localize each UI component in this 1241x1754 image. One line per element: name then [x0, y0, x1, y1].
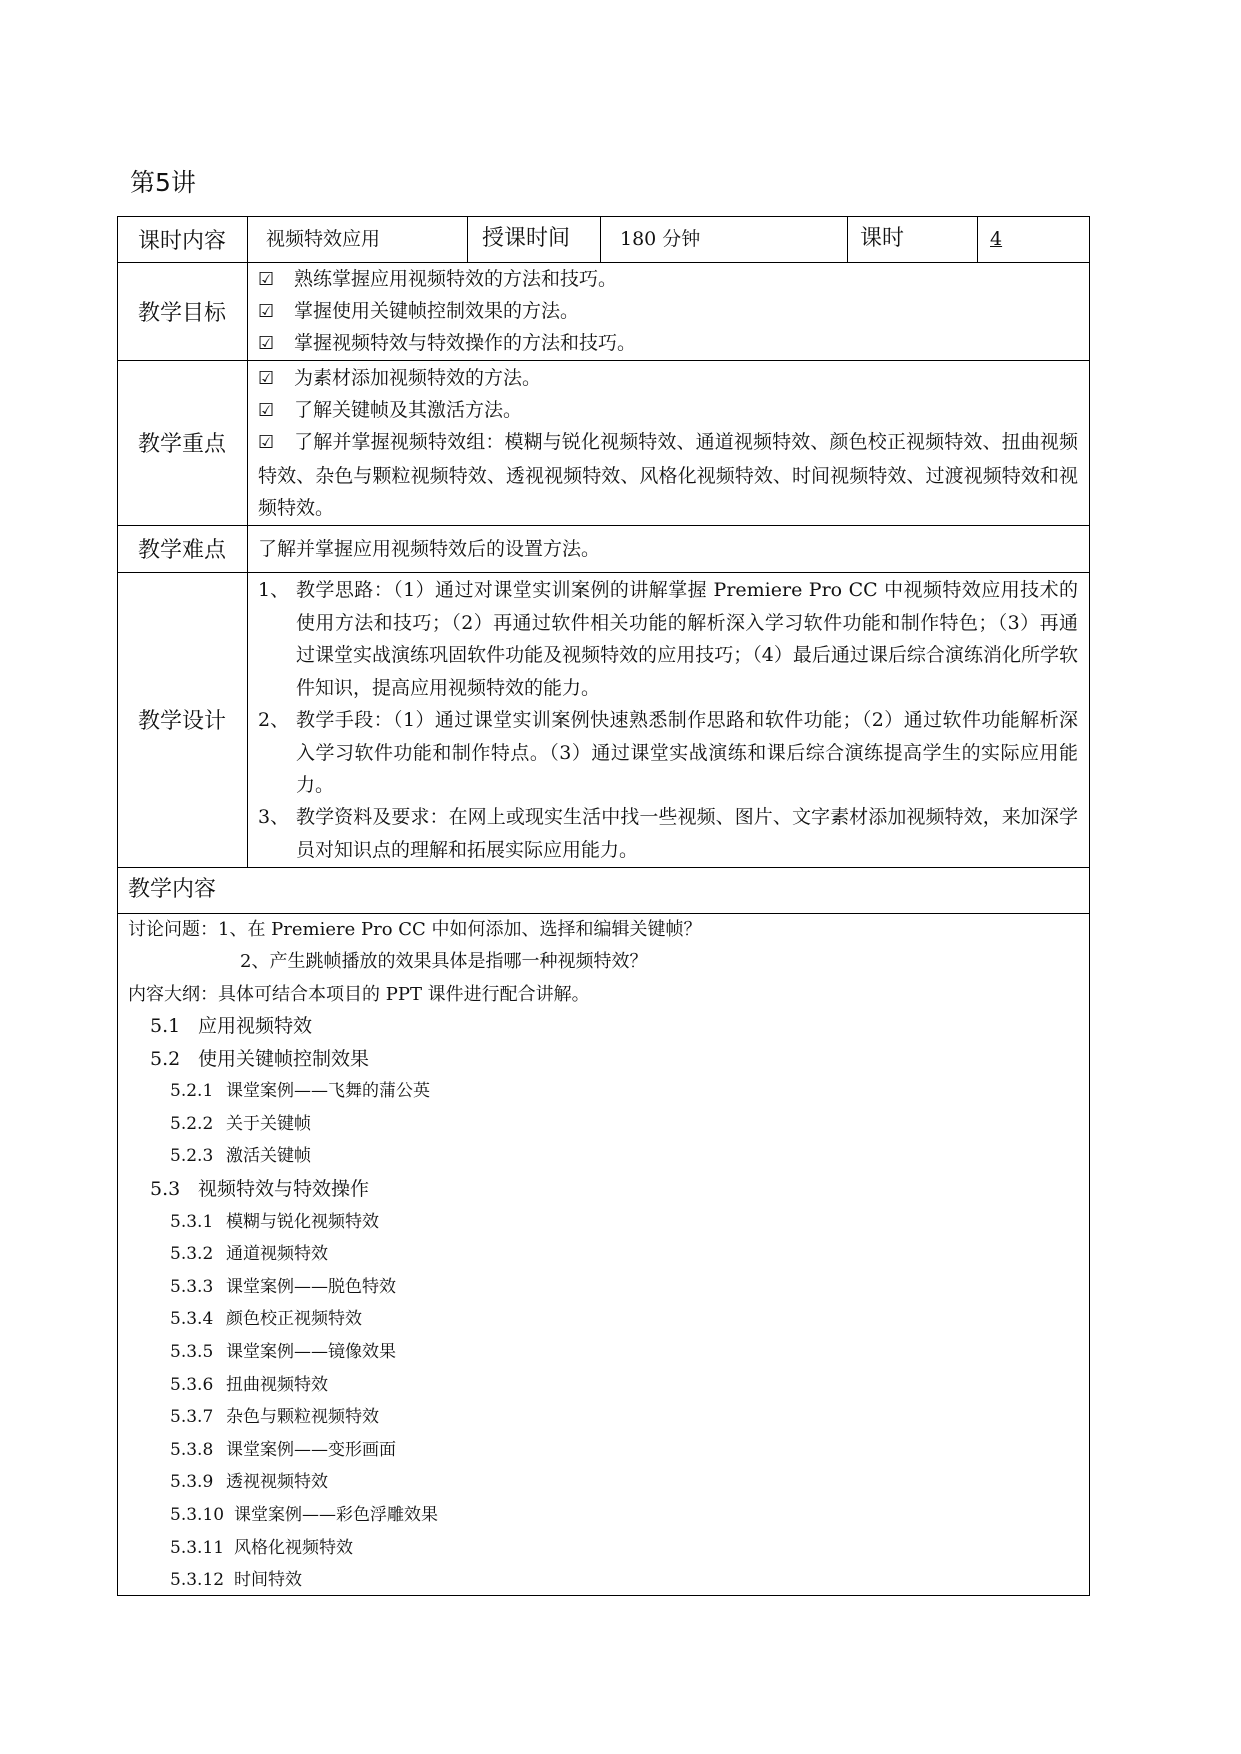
outline-text: 视频特效与特效操作	[198, 1178, 370, 1200]
class-hours-value: 4	[990, 228, 1003, 250]
outline-item	[170, 1467, 328, 1497]
outline-number: 5.2	[150, 1047, 181, 1070]
checked-box-icon: ☑	[258, 432, 275, 453]
difficulty-text: 了解并掌握应用视频特效后的设置方法。	[258, 538, 601, 560]
content-label: 教学内容	[128, 877, 217, 902]
outline-number: 5.3.8	[170, 1439, 214, 1460]
checked-box-icon: ☑	[258, 400, 275, 421]
outline-number: 5.3	[150, 1178, 181, 1200]
outline-number: 5.3.10	[170, 1505, 225, 1525]
keypoints-label: 教学重点	[137, 432, 226, 457]
outline-number: 5.3.4	[170, 1309, 214, 1330]
design-label: 教学设计	[137, 709, 226, 734]
checked-box-icon: ☑	[258, 333, 275, 354]
outline-item	[170, 1076, 430, 1106]
outline-item	[170, 1337, 396, 1367]
course-content-value: 视频特效应用	[266, 228, 381, 250]
outline-number: 5.3.7	[170, 1407, 214, 1428]
outline-text: 颜色校正视频特效	[226, 1309, 362, 1330]
row-divider	[117, 572, 1090, 573]
row-divider	[117, 525, 1090, 526]
outline-number: 5.3.6	[170, 1374, 214, 1395]
outline-text: 透视视频特效	[226, 1472, 328, 1493]
outline-item	[170, 1533, 353, 1563]
outline-item	[150, 1011, 312, 1041]
column-divider	[847, 216, 848, 262]
class-hours-label: 课时	[860, 226, 905, 251]
outline-number: 5.3.11	[170, 1537, 225, 1558]
checked-box-icon: ☑	[258, 269, 275, 290]
goals-label: 教学目标	[137, 300, 226, 326]
outline-text: 课堂案例——彩色浮雕效果	[234, 1505, 438, 1525]
outline-text: 通道视频特效	[226, 1244, 328, 1265]
keypoint-item: ☑ 了解并掌握视频特效组：模糊与锐化视频特效、通道视频特效、颜色校正视频特效、扭曲视频特效、杂色与颗粒视频特效、透视视频特效、风格化视频特效、时间视频特效、过渡视频特效和视频特效。	[258, 426, 1078, 525]
outline-item	[170, 1370, 328, 1400]
difficulty-label: 教学难点	[137, 538, 226, 563]
column-divider	[600, 216, 601, 262]
outline-item	[170, 1304, 362, 1334]
goal-item: ☑ 掌握使用关键帧控制效果的方法。	[258, 295, 579, 328]
outline-text: 课堂案例——飞舞的蒲公英	[226, 1081, 430, 1102]
outline-item	[170, 1109, 311, 1139]
outline-number: 5.1	[150, 1015, 181, 1037]
design-item: 1、 教学思路：（1）通过对课堂实训案例的讲解掌握 Premiere Pro CC 中视频特效应用技术的使用方法和技巧；（2）再通过软件相关功能的解析深入学习软件功能和制作特色；（3）再通过课堂实战演练巩固软件功能及视频特效的应用技巧；（4）最后通过课后综合演练消化所学软件知识，提高应用视频特效的能力。	[258, 579, 1078, 699]
course-content-label: 课时内容	[137, 228, 226, 254]
column-divider	[467, 216, 468, 262]
outline-number: 5.2.1	[170, 1081, 214, 1102]
row-divider	[117, 867, 1090, 868]
outline-item	[170, 1207, 379, 1237]
outline-item	[150, 1174, 369, 1204]
outline-number: 5.3.9	[170, 1472, 214, 1493]
design-item: 3、 教学资料及要求：在网上或现实生活中找一些视频、图片、文字素材添加视频特效，来加深学员对知识点的理解和拓展实际应用能力。	[258, 806, 1078, 861]
outline-text: 风格化视频特效	[234, 1537, 353, 1558]
outline-text: 时间特效	[234, 1570, 302, 1591]
keypoint-item: ☑ 为素材添加视频特效的方法。	[258, 362, 541, 395]
design-item: 2、 教学手段：（1）通过课堂实训案例快速熟悉制作思路和软件功能；（2）通过软件功能解析深入学习软件功能和制作特点。（3）通过课堂实战演练和课后综合演练提高学生的实际应用能力。	[258, 709, 1078, 796]
page-title: 第5讲	[130, 168, 196, 197]
outline-text: 模糊与锐化视频特效	[226, 1211, 379, 1232]
discussion-question: 2、产生跳帧播放的效果具体是指哪一种视频特效？	[240, 951, 648, 972]
outline-item	[150, 1044, 369, 1074]
outline-item	[170, 1141, 311, 1171]
outline-item	[170, 1500, 438, 1530]
row-divider	[117, 360, 1090, 361]
outline-item	[170, 1402, 379, 1432]
outline-text: 杂色与颗粒视频特效	[226, 1407, 379, 1428]
row-divider	[117, 913, 1090, 914]
outline-text: 课堂案例——镜像效果	[226, 1342, 396, 1362]
goal-item: ☑ 熟练掌握应用视频特效的方法和技巧。	[258, 263, 617, 296]
checked-box-icon: ☑	[258, 301, 275, 322]
teaching-time-label: 授课时间	[482, 226, 571, 251]
outline-text: 课堂案例——脱色特效	[226, 1276, 396, 1297]
outline-item	[170, 1272, 396, 1302]
outline-text: 使用关键帧控制效果	[198, 1047, 370, 1070]
outline-text: 应用视频特效	[198, 1015, 313, 1037]
outline-item	[170, 1239, 328, 1269]
column-divider	[977, 216, 978, 262]
column-divider	[247, 216, 248, 867]
outline-number: 5.2.2	[170, 1113, 214, 1134]
outline-number: 5.3.12	[170, 1570, 225, 1591]
outline-number: 5.3.1	[170, 1211, 214, 1232]
outline-item	[170, 1565, 302, 1595]
outline-number: 5.3.3	[170, 1276, 214, 1297]
outline-text: 课堂案例——变形画面	[226, 1439, 396, 1460]
checked-box-icon: ☑	[258, 368, 275, 389]
goal-item: ☑ 掌握视频特效与特效操作的方法和技巧。	[258, 327, 636, 360]
outline-number: 5.2.3	[170, 1146, 214, 1167]
outline-intro: 内容大纲：具体可结合本项目的 PPT 课件进行配合讲解。	[128, 984, 590, 1005]
teaching-time-value: 180 分钟	[620, 228, 701, 250]
outline-text: 激活关键帧	[226, 1146, 311, 1167]
outline-text: 关于关键帧	[226, 1113, 311, 1134]
outline-number: 5.3.2	[170, 1244, 214, 1265]
discussion-question: 讨论问题：1、在 Premiere Pro CC 中如何添加、选择和编辑关键帧？	[128, 919, 702, 940]
outline-text: 扭曲视频特效	[226, 1374, 328, 1395]
outline-item	[170, 1435, 396, 1465]
outline-number: 5.3.5	[170, 1342, 214, 1362]
keypoint-item: ☑ 了解关键帧及其激活方法。	[258, 394, 522, 427]
